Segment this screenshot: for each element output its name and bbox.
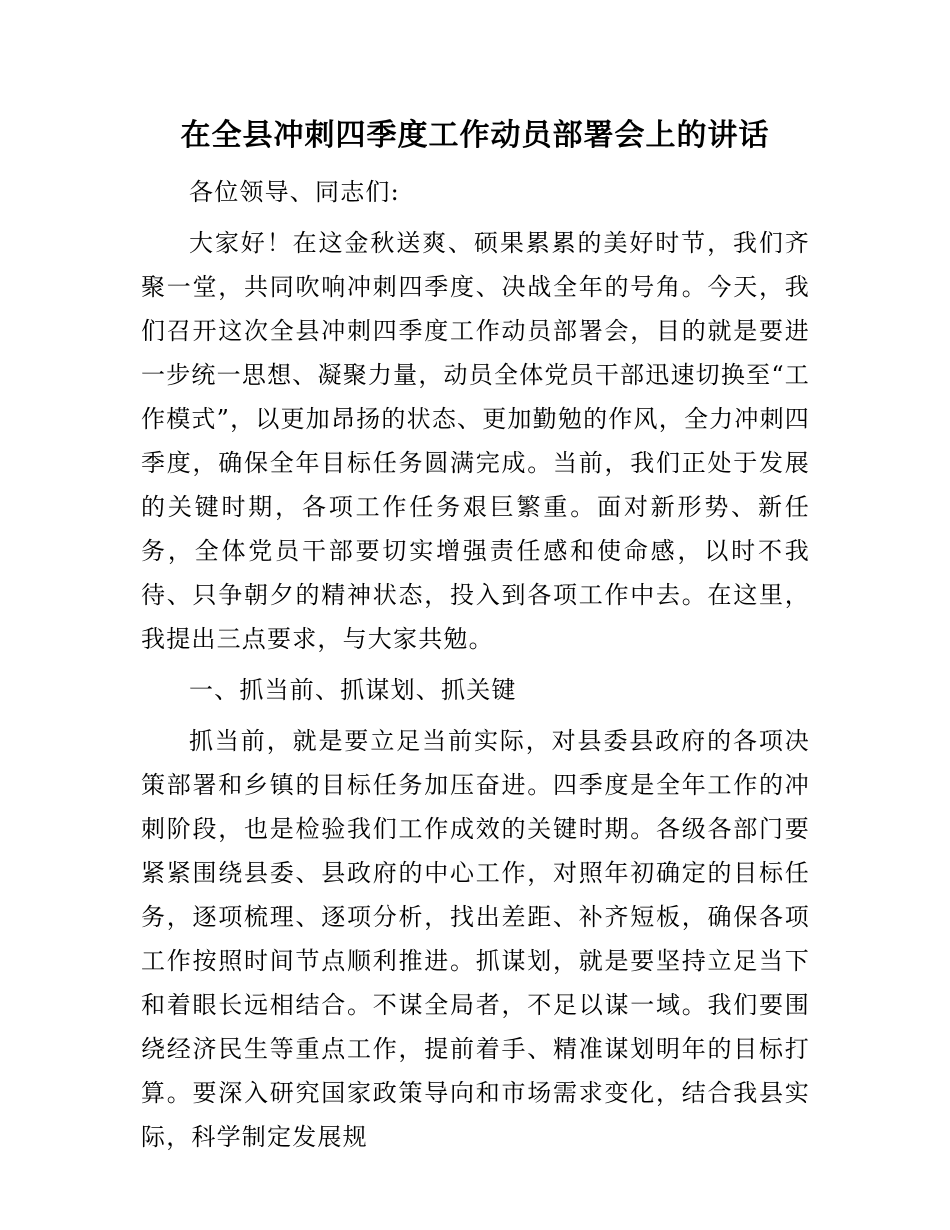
document-title: 在全县冲刺四季度工作动员部署会上的讲话 bbox=[180, 118, 770, 153]
paragraph-intro: 大家好！在这金秋送爽、硕果累累的美好时节，我们齐聚一堂，共同吹响冲刺四季度、决战全年的号角。今天，我们召开这次全县冲刺四季度工作动员部署会，目的就是要进一步统一思想、凝聚力量，动员全体党员干部迅速切换至“工作模式”，以更加昂扬的状态、更加勤勉的作风，全力冲刺四季度，确保全年目标任务圆满完成。当前，我们正处于发展的关键时期，各项工作任务艰巨繁重。面对新形势、新任务，全体党员干部要切实增强责任感和使命感，以时不我待、只争朝夕的精神状态，投入到各项工作中去。在这里，我提出三点要求，与大家共勉。 bbox=[141, 229, 810, 653]
paragraph-section-1: 抓当前，就是要立足当前实际，对县委县政府的各项决策部署和乡镇的目标任务加压奋进。四季度是全年工作的冲刺阶段，也是检验我们工作成效的关键时期。各级各部门要紧紧围绕县委、县政府的中心工作，对照年初确定的目标任务，逐项梳理、逐项分析，找出差距、补齐短板，确保各项工作按照时间节点顺利推进。抓谋划，就是要坚持立足当下和着眼长远相结合。不谋全局者，不足以谋一域。我们要围绕经济民生等重点工作，提前着手、精准谋划明年的目标打算。要深入研究国家政策导向和市场需求变化，结合我县实际，科学制定发展规 bbox=[141, 727, 810, 1151]
section-heading: 一、抓当前、抓谋划、抓关键 bbox=[189, 676, 517, 704]
document-body bbox=[141, 170, 810, 1166]
salutation: 各位领导、同志们: bbox=[189, 178, 400, 206]
